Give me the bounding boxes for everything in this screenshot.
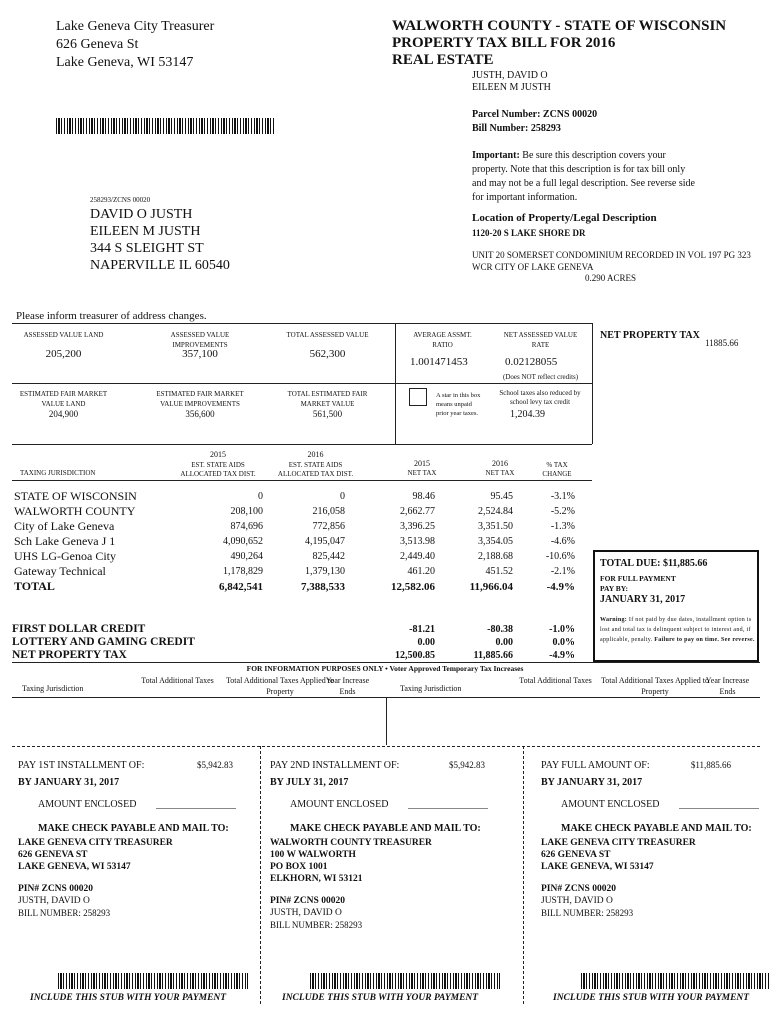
- referenda-col-year-right: Year Increase Ends: [705, 676, 750, 696]
- jurisdiction-name: City of Lake Geneva: [14, 519, 115, 533]
- credit-tax16: -80.38: [487, 624, 513, 635]
- full-payment-text: FOR FULL PAYMENT: [600, 574, 676, 583]
- net-rate-note: (Does NOT reflect credits): [503, 373, 579, 381]
- fair-market-total-value: 561,500: [312, 409, 343, 419]
- parcel-info: [472, 108, 597, 136]
- referenda-col-total-left: Total Additional Taxes: [141, 676, 214, 685]
- mailing-line-1: DAVID O JUSTH: [90, 207, 193, 222]
- stub-address-line-3: LAKE GENEVA, WI 53147: [18, 862, 131, 872]
- jurisdiction-name: WALWORTH COUNTY: [14, 504, 136, 518]
- stub-include-note: INCLUDE THIS STUB WITH YOUR PAYMENT: [282, 993, 479, 1003]
- jurisdiction-tax16: 3,351.50: [478, 521, 513, 532]
- stub-amount-enclosed-field[interactable]: [679, 808, 759, 809]
- fair-market-improvements-value: 356,600: [185, 409, 215, 419]
- jurisdiction-aid15: 874,696: [230, 521, 263, 532]
- col-aid-2015: EST. STATE AIDS ALLOCATED TAX DIST.: [180, 461, 256, 478]
- credit-chg: 0.0%: [552, 637, 575, 648]
- average-ratio-label: AVERAGE ASSMT. RATIO: [413, 331, 472, 349]
- stub-payable-heading: MAKE CHECK PAYABLE AND MAIL TO:: [38, 823, 229, 834]
- stub-pay-label: PAY 2ND INSTALLMENT OF:: [270, 760, 400, 771]
- total-due-label: TOTAL DUE: $11,885.66: [600, 558, 708, 569]
- full-payment-date: JANUARY 31, 2017: [600, 594, 686, 605]
- stub-amount: $5,942.83: [197, 760, 233, 770]
- jurisdiction-chg: -4.6%: [550, 536, 575, 547]
- referenda-col-year-left: Year Increase Ends: [325, 676, 370, 696]
- col-taxing-jurisdiction: TAXING JURISDICTION: [20, 469, 96, 477]
- fair-market-improvements-label: ESTIMATED FAIR MARKET VALUE IMPROVEMENTS: [156, 390, 244, 408]
- jurisdiction-name: STATE OF WISCONSIN: [14, 489, 137, 503]
- jurisdiction-tax15: 3,513.98: [400, 536, 435, 547]
- credit-name: LOTTERY AND GAMING CREDIT: [12, 636, 195, 648]
- jurisdiction-name: UHS LG-Genoa City: [14, 549, 116, 563]
- treasurer-name: Lake Geneva City Treasurer: [56, 19, 215, 34]
- jurisdiction-name: Sch Lake Geneva J 1: [14, 534, 116, 548]
- stub-include-note: INCLUDE THIS STUB WITH YOUR PAYMENT: [553, 993, 750, 1003]
- mailing-line-3: 344 S SLEIGHT ST: [90, 241, 204, 256]
- net-rate-label: NET ASSESSED VALUE RATE: [503, 331, 578, 349]
- referenda-col-jurisdiction-left: Taxing Jurisdiction: [22, 684, 84, 693]
- address-change-notice: Please inform treasurer of address changes.: [16, 310, 207, 322]
- total-due-box: [593, 550, 759, 662]
- jurisdiction-aid16: 825,442: [312, 551, 345, 562]
- stub-due-date: BY JULY 31, 2017: [270, 777, 349, 788]
- bill-title-line1: WALWORTH COUNTY - STATE OF WISCONSIN: [392, 18, 727, 34]
- fair-market-land-label: ESTIMATED FAIR MARKET VALUE LAND: [19, 390, 108, 408]
- warning-body: If not paid by due dates, installment option is lost and total tax is delinquent subject to interest and, if applicable, penalty.: [600, 617, 752, 643]
- location-heading: Location of Property/Legal Description: [472, 212, 657, 224]
- col-tax-change: % TAX CHANGE: [542, 461, 572, 478]
- school-credit-label: School taxes also reduced by school levy tax credit: [499, 389, 581, 406]
- warning-bold: Failure to pay on time. See reverse.: [654, 637, 755, 643]
- owner-name-2: EILEEN M JUSTH: [472, 82, 551, 93]
- jurisdiction-chg: -4.9%: [546, 581, 575, 593]
- important-notice: [472, 149, 697, 205]
- stub-pin: PIN# ZCNS 00020: [270, 896, 345, 906]
- acres: 0.290 ACRES: [585, 273, 637, 283]
- jurisdiction-aid16: 216,058: [312, 506, 345, 517]
- assessed-improvements-value: 357,100: [182, 348, 218, 360]
- jurisdiction-name: TOTAL: [14, 579, 55, 593]
- jurisdiction-tax15: 12,582.06: [391, 581, 435, 593]
- jurisdiction-chg: -10.6%: [545, 551, 575, 562]
- jurisdiction-tax15: 461.20: [407, 566, 435, 577]
- stub-barcode: [581, 973, 770, 989]
- jurisdiction-aid16: 1,379,130: [305, 566, 345, 577]
- col-aid-2016-year: 2016: [307, 450, 324, 459]
- credit-name: FIRST DOLLAR CREDIT: [12, 623, 146, 635]
- jurisdiction-aid15: 490,264: [230, 551, 263, 562]
- jurisdiction-tax15: 3,396.25: [400, 521, 435, 532]
- mailing-reference: 258293/ZCNS 00020: [90, 196, 151, 204]
- stub-amount: $5,942.83: [449, 760, 485, 770]
- stub-address-line-2: 626 GENEVA ST: [541, 850, 611, 860]
- stub-payable-heading: MAKE CHECK PAYABLE AND MAIL TO:: [561, 823, 752, 834]
- stub-amount-enclosed-label: AMOUNT ENCLOSED: [561, 799, 660, 810]
- stub-address-line-4: ELKHORN, WI 53121: [270, 874, 363, 884]
- jurisdiction-aid15: 1,178,829: [223, 566, 263, 577]
- unpaid-taxes-star-box: [409, 388, 427, 406]
- stub-address-line-1: WALWORTH COUNTY TREASURER: [270, 838, 432, 848]
- credit-chg: -4.9%: [549, 650, 575, 661]
- jurisdiction-aid16: 0: [340, 491, 345, 502]
- jurisdiction-aid16: 4,195,047: [305, 536, 345, 547]
- jurisdiction-name: Gateway Technical: [14, 564, 106, 578]
- school-credit-value: 1,204.39: [510, 409, 545, 420]
- assessed-land-value: 205,200: [45, 348, 82, 360]
- stub-bill-number: BILL NUMBER: 258293: [541, 908, 634, 918]
- jurisdiction-aid15: 208,100: [230, 506, 263, 517]
- stub-owner-name: JUSTH, DAVID O: [270, 908, 342, 918]
- jurisdiction-aid15: 6,842,541: [219, 581, 263, 593]
- fair-market-land-value: 204,900: [48, 409, 79, 419]
- warning-label: Warning:: [600, 617, 628, 623]
- stub-due-date: BY JANUARY 31, 2017: [18, 777, 120, 788]
- jurisdiction-tax15: 98.46: [412, 491, 435, 502]
- col-tax-2016: NET TAX: [485, 469, 515, 477]
- credit-tax16: 11,885.66: [473, 650, 513, 661]
- stub-due-date: BY JANUARY 31, 2017: [541, 777, 643, 788]
- stub-amount-enclosed-field[interactable]: [408, 808, 488, 809]
- mailing-line-4: NAPERVILLE IL 60540: [90, 258, 230, 273]
- jurisdiction-tax16: 2,188.68: [478, 551, 513, 562]
- assessed-land-label: ASSESSED VALUE LAND: [23, 331, 104, 339]
- star-box-note: A star in this box means unpaid prior year taxes.: [436, 392, 481, 417]
- stub-address-line-1: LAKE GENEVA CITY TREASURER: [18, 838, 173, 848]
- stub-bill-number: BILL NUMBER: 258293: [18, 908, 111, 918]
- credit-name: NET PROPERTY TAX: [12, 649, 127, 661]
- jurisdiction-chg: -1.3%: [550, 521, 575, 532]
- barcode: [56, 118, 274, 134]
- parcel-number: Parcel Number: ZCNS 00020: [472, 109, 598, 120]
- credit-tax15: 0.00: [417, 637, 435, 648]
- jurisdiction-chg: -2.1%: [550, 566, 575, 577]
- important-label: Important:: [472, 150, 520, 161]
- col-tax-2015: NET TAX: [407, 469, 437, 477]
- stub-amount-enclosed-label: AMOUNT ENCLOSED: [290, 799, 389, 810]
- treasurer-street: 626 Geneva St: [56, 37, 139, 52]
- legal-description: UNIT 20 SOMERSET CONDOMINIUM RECORDED IN VOL 197 PG 323 WCR CITY OF LAKE GENEVA: [472, 250, 751, 272]
- col-aid-2016: EST. STATE AIDS ALLOCATED TAX DIST.: [277, 461, 354, 478]
- referenda-col-applied-right: Total Additional Taxes Applied to Property: [600, 676, 710, 696]
- full-payment-label: [600, 574, 676, 594]
- stub-amount: $11,885.66: [690, 760, 731, 770]
- stub-address-line-3: PO BOX 1001: [270, 862, 328, 872]
- net-property-tax-label: NET PROPERTY TAX: [600, 330, 700, 341]
- stub-pin: PIN# ZCNS 00020: [18, 884, 93, 894]
- assessed-improvements-label: ASSESSED VALUE IMPROVEMENTS: [170, 331, 230, 349]
- credit-chg: -1.0%: [549, 624, 575, 635]
- jurisdiction-aid15: 0: [258, 491, 263, 502]
- stub-owner-name: JUSTH, DAVID O: [541, 896, 613, 906]
- col-tax-2016-year: 2016: [492, 459, 508, 468]
- jurisdiction-tax16: 11,966.04: [469, 581, 513, 593]
- stub-barcode: [58, 973, 248, 989]
- col-aid-2015-year: 2015: [210, 450, 226, 459]
- warning-text: [600, 615, 755, 645]
- jurisdiction-aid16: 772,856: [312, 521, 345, 532]
- mailing-line-2: EILEEN M JUSTH: [90, 224, 201, 239]
- stub-address-line-2: 626 GENEVA ST: [18, 850, 88, 860]
- stub-amount-enclosed-field[interactable]: [156, 808, 236, 809]
- jurisdiction-tax16: 451.52: [485, 566, 513, 577]
- stub-owner-name: JUSTH, DAVID O: [18, 896, 90, 906]
- referenda-col-applied-left: Total Additional Taxes Applied to Property: [225, 676, 335, 696]
- stub-address-line-3: LAKE GENEVA, WI 53147: [541, 862, 654, 872]
- jurisdiction-tax15: 2,449.40: [400, 551, 435, 562]
- stub-bill-number: BILL NUMBER: 258293: [270, 920, 363, 930]
- owner-name-1: JUSTH, DAVID O: [472, 70, 548, 81]
- referenda-col-total-right: Total Additional Taxes: [519, 676, 592, 685]
- stub-pin: PIN# ZCNS 00020: [541, 884, 616, 894]
- bill-title: [392, 18, 726, 69]
- total-assessed-value: 562,300: [309, 348, 346, 360]
- stub-payable-heading: MAKE CHECK PAYABLE AND MAIL TO:: [290, 823, 481, 834]
- credit-tax15: -81.21: [409, 624, 435, 635]
- jurisdiction-tax15: 2,662.77: [400, 506, 435, 517]
- bill-number: Bill Number: 258293: [472, 123, 561, 134]
- stub-pay-label: PAY 1ST INSTALLMENT OF:: [18, 760, 145, 771]
- stub-amount-enclosed-label: AMOUNT ENCLOSED: [38, 799, 137, 810]
- owner-names: [472, 70, 551, 94]
- important-text: Be sure this description covers your property. Note that this description is for tax bill only and may not be a full legal description. See reverse side for important information.: [472, 150, 695, 203]
- stub-address-line-2: 100 W WALWORTH: [270, 850, 356, 860]
- stub-pay-label: PAY FULL AMOUNT OF:: [541, 760, 650, 771]
- jurisdiction-aid15: 4,090,652: [223, 536, 263, 547]
- fair-market-total-label: TOTAL ESTIMATED FAIR MARKET VALUE: [287, 390, 368, 408]
- net-property-tax-value: 11885.66: [705, 338, 739, 348]
- average-ratio-value: 1.001471453: [410, 356, 468, 368]
- bill-title-line2: PROPERTY TAX BILL FOR 2016: [392, 35, 616, 51]
- referenda-col-jurisdiction-right: Taxing Jurisdiction: [400, 684, 462, 693]
- jurisdiction-chg: -3.1%: [550, 491, 575, 502]
- jurisdiction-tax16: 2,524.84: [478, 506, 513, 517]
- mailing-address: [90, 206, 230, 274]
- net-rate-value: 0.02128055: [505, 356, 558, 368]
- stub-address-line-1: LAKE GENEVA CITY TREASURER: [541, 838, 696, 848]
- pay-by-text: PAY BY:: [600, 584, 628, 593]
- jurisdiction-chg: -5.2%: [550, 506, 575, 517]
- col-tax-2015-year: 2015: [414, 459, 430, 468]
- location-address: 1120-20 S LAKE SHORE DR: [472, 228, 586, 238]
- treasurer-address: [56, 18, 214, 72]
- stub-barcode: [310, 973, 500, 989]
- credit-tax15: 12,500.85: [395, 650, 435, 661]
- jurisdiction-aid16: 7,388,533: [301, 581, 345, 593]
- referenda-heading: FOR INFORMATION PURPOSES ONLY • Voter Approved Temporary Tax Increases: [246, 664, 524, 673]
- total-assessed-label: TOTAL ASSESSED VALUE: [286, 331, 369, 339]
- stub-include-note: INCLUDE THIS STUB WITH YOUR PAYMENT: [30, 993, 227, 1003]
- treasurer-city: Lake Geneva, WI 53147: [56, 55, 194, 70]
- bill-title-line3: REAL ESTATE: [392, 52, 494, 68]
- jurisdiction-tax16: 95.45: [490, 491, 513, 502]
- jurisdiction-tax16: 3,354.05: [478, 536, 513, 547]
- credit-tax16: 0.00: [495, 637, 513, 648]
